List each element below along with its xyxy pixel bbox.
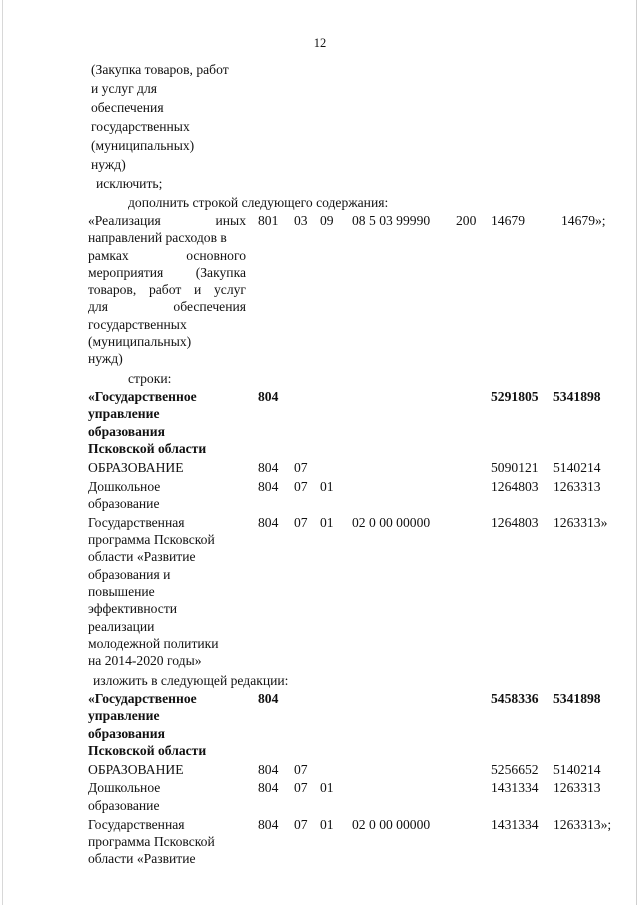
row-name-line: повышение (88, 583, 155, 599)
amount-year-2: 1263313 (553, 780, 601, 796)
subsection-code: 01 (320, 780, 334, 796)
row-name-line: «Государственное (88, 389, 197, 405)
subsection-code: 01 (320, 816, 334, 832)
table-row (0, 514, 640, 670)
expense-type-code: 200 (456, 213, 477, 228)
row-name-line: на 2014-2020 годы» (88, 653, 202, 669)
text-line: государственных (91, 119, 190, 134)
row-name-line: Дошкольное (88, 478, 161, 494)
row-name-line: молодежной политики (88, 635, 219, 651)
ministry-code: 804 (258, 761, 279, 777)
ministry-code: 804 (258, 459, 279, 475)
section-code: 07 (294, 514, 308, 530)
row-name-line: управление (88, 708, 160, 724)
row-name (88, 212, 246, 368)
continued-row-name (0, 60, 640, 174)
amount-year-1: 5458336 (491, 690, 539, 706)
row-name (88, 690, 246, 759)
amount-year-1: 1431334 (491, 780, 539, 796)
amount-year-2: 5341898 (553, 690, 601, 706)
table-row-added (0, 212, 640, 368)
amount-year-2: 5341898 (553, 389, 601, 405)
row-name-line: для обеспечения (88, 299, 246, 315)
cost-item-code: 02 0 00 00000 (352, 514, 431, 530)
row-name-line: эффективности (88, 601, 178, 617)
amount-year-1: 5256652 (491, 761, 539, 777)
amount-year-1: 1431334 (491, 816, 539, 832)
instruction-exclude: исключить; (96, 176, 163, 191)
row-name (88, 459, 246, 476)
text-line: и услуг для (91, 81, 158, 96)
new-rows-block (0, 690, 640, 867)
row-name-line: Дошкольное (88, 780, 161, 796)
row-name-line: программа Псковской (88, 833, 215, 849)
row-name-line: области «Развитие (88, 851, 196, 867)
row-name-line: ОБРАЗОВАНИЕ (88, 761, 184, 777)
section-code: 07 (294, 780, 308, 796)
section-code: 07 (294, 816, 308, 832)
table-row (0, 388, 640, 457)
row-name-line: программа Псковской (88, 532, 215, 548)
table-row (0, 779, 640, 814)
amount-year-1: 1264803 (491, 514, 539, 530)
table-row (0, 816, 640, 868)
row-name-line: товаров, работ и услуг (88, 282, 246, 298)
row-name-line: «Государственное (88, 690, 197, 706)
row-name (88, 779, 246, 814)
subsection-code: 01 (320, 514, 334, 530)
row-name (88, 816, 246, 868)
cost-item-code: 02 0 00 00000 (352, 816, 431, 832)
row-name-line: мероприятия (Закупка (88, 264, 246, 280)
table-row (0, 690, 640, 759)
row-name-line: направлений расходов в (88, 230, 227, 246)
table-row (0, 459, 640, 476)
row-name (88, 514, 246, 670)
amount-year-2: 1263313 (553, 478, 601, 494)
ministry-code: 804 (258, 514, 279, 530)
row-name-line: Псковской области (88, 441, 207, 457)
ministry-code: 804 (258, 478, 279, 494)
table-row (0, 761, 640, 778)
amount-year-1: 1264803 (491, 478, 539, 494)
section-code: 07 (294, 478, 308, 494)
amount-year-1: 5090121 (491, 459, 539, 475)
text-line: обеспечения (91, 100, 164, 115)
row-name-line: образования (88, 423, 165, 439)
table-row (0, 478, 640, 513)
subsection-code: 09 (320, 213, 334, 228)
row-name-line: Государственная (88, 816, 185, 832)
amount-year-1: 5291805 (491, 389, 539, 405)
row-name-line: ОБРАЗОВАНИЕ (88, 459, 184, 475)
row-name-line: государственных (88, 316, 187, 332)
row-name-line: образование (88, 797, 160, 813)
row-name-line: образование (88, 495, 160, 511)
row-name-line: реализации (88, 618, 155, 634)
text-line: (муниципальных) (91, 138, 195, 153)
amount-year-2: 5140214 (553, 761, 601, 777)
page-number: 12 (313, 36, 327, 50)
row-name-line: Государственная (88, 514, 185, 530)
ministry-code: 804 (258, 780, 279, 796)
document-body (0, 60, 640, 869)
row-name-line: образования (88, 725, 165, 741)
row-name-line: «Реализация иных (88, 213, 246, 228)
row-name-line: области «Развитие (88, 549, 196, 565)
row-name-line: рамках основного (88, 247, 246, 263)
row-name-line: управление (88, 406, 160, 422)
row-name (88, 761, 246, 778)
instruction-add-line: дополнить строкой следующего содержания: (128, 195, 389, 210)
ministry-code: 804 (258, 690, 279, 706)
row-name-line: нужд) (88, 351, 123, 367)
text-line: (Закупка товаров, работ (91, 62, 229, 77)
amount-year-2: 14679»; (561, 213, 606, 228)
amount-year-2: 1263313» (553, 514, 608, 530)
instruction-restate: изложить в следующей редакции: (93, 672, 289, 688)
amount-year-2: 1263313»; (553, 816, 612, 832)
ministry-code: 801 (258, 213, 279, 228)
instruction-lines: строки: (128, 371, 172, 387)
old-rows-block (0, 388, 640, 669)
row-name-line: (муниципальных) (88, 334, 192, 350)
row-name (88, 478, 246, 513)
cost-item-code: 08 5 03 99990 (352, 213, 431, 228)
ministry-code: 804 (258, 389, 279, 405)
amount-year-2: 5140214 (553, 459, 601, 475)
section-code: 03 (294, 213, 308, 228)
amount-year-1: 14679 (491, 213, 525, 228)
subsection-code: 01 (320, 478, 334, 494)
section-code: 07 (294, 459, 308, 475)
ministry-code: 804 (258, 816, 279, 832)
row-name-line: Псковской области (88, 742, 207, 758)
section-code: 07 (294, 761, 308, 777)
text-line: нужд) (91, 157, 126, 172)
row-name-line: образования и (88, 566, 171, 582)
row-name (88, 388, 246, 457)
